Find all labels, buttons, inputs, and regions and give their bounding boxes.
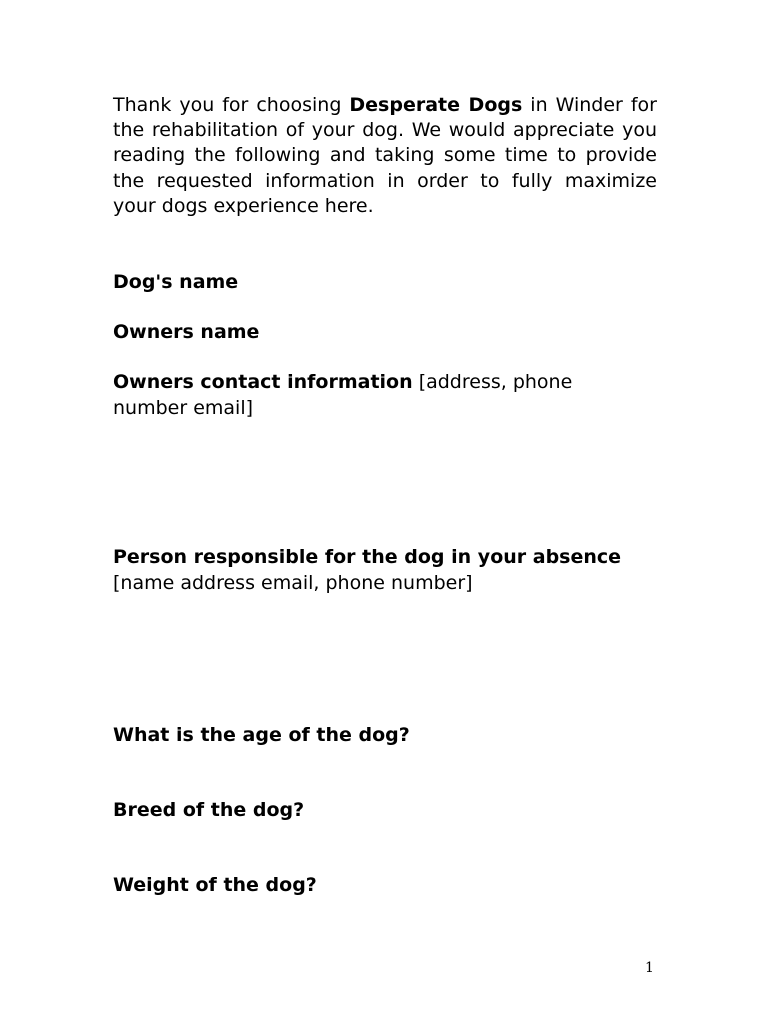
dog-weight-field [113, 873, 673, 899]
page-number: 1 [645, 960, 654, 976]
intro-text-after: in Winder for the rehabilitation of your dog. We would appreciate you reading the following and taking some time to provide the requested information in order to fully maximize your dogs experience here. [113, 94, 657, 217]
dog-breed-field [113, 798, 673, 824]
owner-name-field [113, 320, 673, 346]
dog-name-label: Dog's name [113, 271, 239, 293]
dog-weight-label: Weight of the dog? [113, 874, 317, 896]
responsible-person-field [113, 545, 673, 596]
brand-name: Desperate Dogs [349, 94, 523, 116]
dog-name-field [113, 270, 673, 296]
responsible-person-label: Person responsible for the dog in your absence [113, 546, 622, 568]
dog-age-field [113, 723, 673, 749]
owner-contact-hint: [address, phone number email] [113, 371, 573, 419]
owner-contact-label: Owners contact information [113, 371, 413, 393]
intro-text-before: Thank you for choosing [113, 94, 350, 116]
owner-contact-field [113, 370, 613, 421]
dog-breed-label: Breed of the dog? [113, 799, 305, 821]
dog-age-label: What is the age of the dog? [113, 724, 410, 746]
intro-paragraph [113, 93, 657, 219]
owner-name-label: Owners name [113, 321, 260, 343]
responsible-person-hint: [name address email, phone number] [113, 571, 473, 594]
